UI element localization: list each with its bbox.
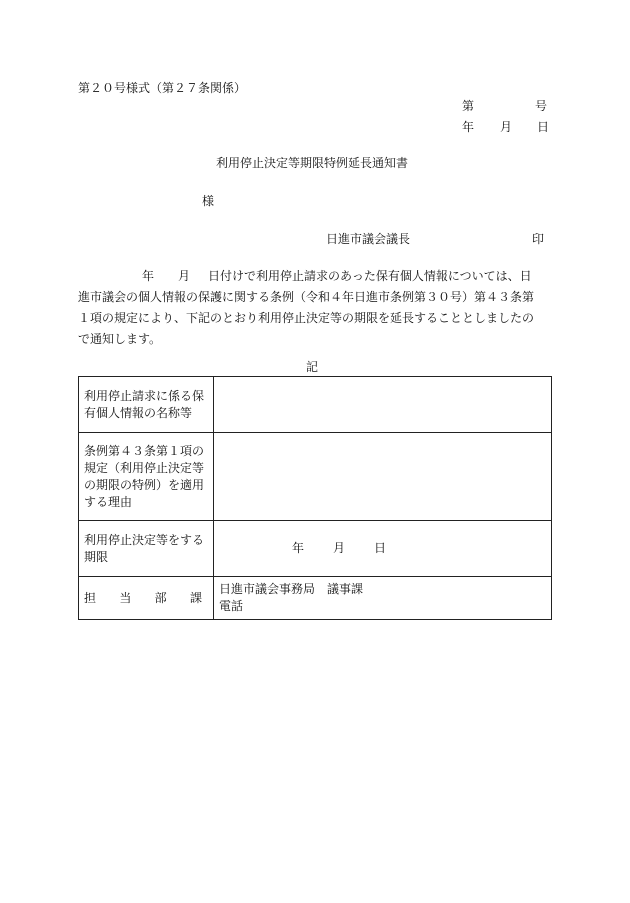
body-line-1-text: 日付けで利用停止請求のあった保有個人情報については、日	[208, 269, 532, 283]
table-row-department	[79, 577, 552, 620]
table-row-deadline	[79, 521, 552, 577]
seal-mark: 印	[532, 232, 545, 246]
table-row-reason	[79, 433, 552, 521]
details-table	[78, 376, 552, 620]
body-year-label: 年	[142, 269, 155, 283]
form-number: 第２０号様式（第２７条関係）	[78, 81, 247, 95]
notice-body-line-3: １項の規定により、下記のとおり利用停止決定等の期限を延長することとしましたの	[78, 311, 535, 325]
deadline-day-label: 日	[374, 541, 387, 555]
info-name-value[interactable]	[214, 377, 552, 433]
department-name: 日進市議会事務局 議事課	[219, 582, 364, 596]
reason-label: 条例第４３条第１項の 規定（利用停止決定等 の期限の特例）を適用 する理由	[79, 433, 214, 521]
date-month-label: 月	[500, 120, 513, 134]
deadline-date	[219, 540, 546, 557]
table-row-info-name	[79, 377, 552, 433]
sender-name: 日進市議会議長	[326, 232, 411, 246]
notice-body-line-2: 進市議会の個人情報の保護に関する条例（令和４年日進市条例第３０号）第４３条第	[78, 290, 535, 304]
reason-value[interactable]	[214, 433, 552, 521]
document-number-label: 第	[462, 99, 475, 113]
deadline-month-label: 月	[333, 541, 346, 555]
notice-body	[78, 266, 552, 350]
notice-body-line-4: で通知します。	[78, 332, 162, 346]
date-year-label: 年	[462, 120, 475, 134]
document-number-suffix: 号	[535, 99, 548, 113]
deadline-value[interactable]	[214, 521, 552, 577]
recipient-honorific: 様	[202, 194, 215, 208]
info-name-label: 利用停止請求に係る保 有個人情報の名称等	[79, 377, 214, 433]
deadline-label: 利用停止決定等をする 期限	[79, 521, 214, 577]
notice-body-line-1	[78, 266, 552, 287]
department-value	[214, 577, 552, 620]
department-phone-label: 電話	[219, 599, 244, 613]
ki-heading: 記	[306, 360, 319, 374]
document-title: 利用停止決定等期限特例延長通知書	[216, 156, 409, 170]
department-label: 担 当 部 課	[79, 577, 214, 620]
date-day-label: 日	[537, 120, 550, 134]
deadline-year-label: 年	[292, 541, 305, 555]
body-month-label: 月	[178, 269, 191, 283]
